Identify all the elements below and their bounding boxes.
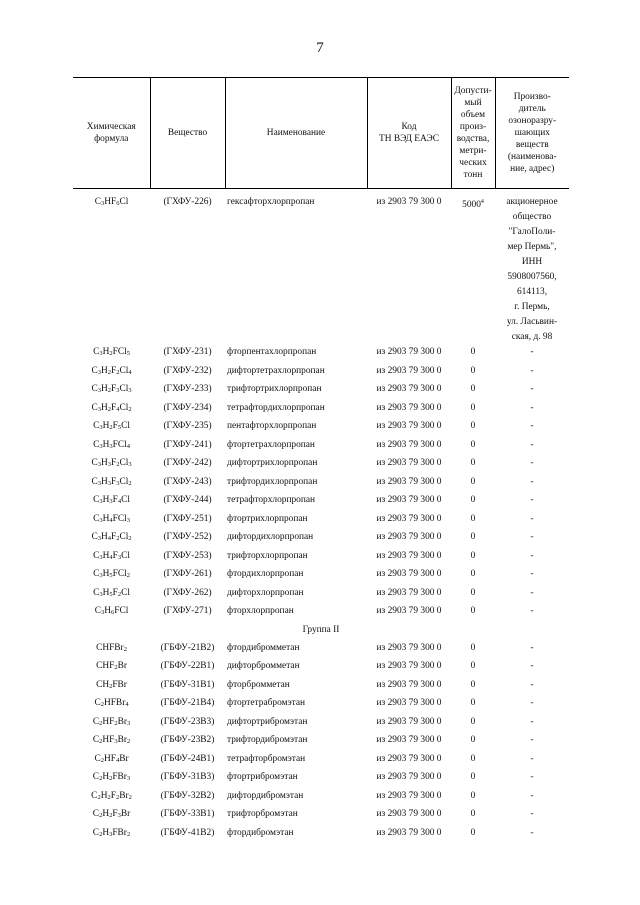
- formula-cell: $C_3H_5FCl_2$: [93, 569, 130, 579]
- name-cell: дифтортрихлорпропан: [227, 458, 318, 468]
- producer-cell: -: [530, 606, 534, 616]
- volume-cell: 0: [470, 606, 476, 616]
- formula-cell: $C_3H_4F_2Cl_2$: [91, 532, 132, 542]
- code-cell: из 2903 79 300 0: [376, 661, 442, 671]
- code-cell: из 2903 79 300 0: [376, 365, 442, 376]
- producer-cell: -: [530, 698, 534, 708]
- volume-cell: 0: [470, 458, 476, 468]
- formula-cell: $C_3H_3FCl_4$: [93, 439, 130, 450]
- substance-cell: (ГБФУ-21В2): [160, 642, 215, 653]
- page-number: 7: [316, 40, 324, 56]
- producer-cell: -: [530, 716, 534, 727]
- producer-cell: -: [530, 790, 534, 801]
- substance-cell: (ГБФУ-31В1): [160, 679, 215, 690]
- volume-cell: 0: [470, 790, 476, 801]
- producer-cell: -: [530, 476, 534, 487]
- group-title: Группа II: [302, 624, 340, 635]
- name-cell: дифтортетрахлорпропан: [227, 365, 325, 376]
- substance-cell: (ГХФУ-271): [163, 606, 212, 616]
- formula-cell: $C_3HF_6Cl$: [94, 197, 129, 207]
- table-row: [73, 604, 569, 623]
- formula-cell: $CH_2FBr$: [96, 679, 127, 690]
- table-row: [73, 419, 569, 438]
- group-2-heading: [73, 623, 569, 641]
- name-cell: фторбромметан: [227, 679, 290, 690]
- formula-cell: $CHF_2Br$: [96, 661, 127, 671]
- substance-cell: (ГХФУ-243): [163, 476, 212, 487]
- producer-cell: -: [530, 439, 534, 450]
- producer-cell: -: [530, 772, 534, 782]
- producer-cell: -: [530, 569, 534, 579]
- table-row: [73, 456, 569, 475]
- table-row: [73, 189, 569, 346]
- name-cell: трифтордибромэтан: [227, 735, 308, 745]
- volume-cell: 5000$^4$: [462, 199, 484, 211]
- group-title-row: [73, 623, 569, 641]
- name-cell: тетрафторхлорпропан: [227, 495, 316, 505]
- name-cell: фтордибромметан: [227, 642, 300, 653]
- producer-cell: -: [530, 402, 534, 413]
- table-row: [73, 789, 569, 808]
- table-row: [73, 401, 569, 420]
- substance-cell: (ГХФУ-226): [163, 197, 212, 207]
- code-cell: из 2903 79 300 0: [376, 347, 442, 357]
- substance-cell: (ГХФУ-241): [163, 439, 212, 450]
- formula-cell: $C_2HF_2Br_3$: [92, 716, 131, 727]
- header-substance: Вещество: [150, 78, 225, 189]
- substance-cell: (ГБФУ-22В1): [160, 661, 215, 671]
- name-cell: трифтордихлорпропан: [227, 476, 318, 487]
- group-1-rows: [73, 345, 569, 623]
- code-cell: из 2903 79 300 0: [376, 772, 442, 782]
- producer-cell: -: [530, 495, 534, 505]
- substance-cell: (ГХФУ-262): [163, 587, 212, 598]
- code-cell: из 2903 79 300 0: [376, 513, 442, 524]
- header-volume: Допусти- мый объем произ- водства, метри- ческих тонн: [451, 78, 495, 189]
- name-cell: фтортетрабромэтан: [227, 698, 306, 708]
- code-cell: из 2903 79 300 0: [376, 716, 442, 727]
- name-cell: фтортрихлорпропан: [227, 513, 308, 524]
- table-row: [73, 715, 569, 734]
- name-cell: дифтортрибромэтан: [227, 716, 308, 727]
- substance-cell: (ГБФУ-31В3): [160, 772, 215, 782]
- name-cell: пентафторхлорпропан: [227, 421, 317, 431]
- code-cell: из 2903 79 300 0: [376, 606, 442, 616]
- formula-cell: $C_3H_2F_5Cl$: [93, 421, 130, 431]
- table-row: [73, 475, 569, 494]
- formula-cell: $C_3H_2F_2Cl_4$: [91, 365, 132, 376]
- substance-cell: (ГХФУ-231): [163, 347, 212, 357]
- formula-cell: $C_3H_5F_2Cl$: [93, 587, 130, 598]
- substance-cell: (ГХФУ-233): [163, 384, 212, 394]
- name-cell: фтортрибромэтан: [227, 772, 298, 782]
- volume-cell: 0: [470, 513, 476, 524]
- name-cell: фторпентахлорпропан: [227, 347, 317, 357]
- volume-cell: 0: [470, 642, 476, 653]
- code-cell: из 2903 79 300 0: [376, 569, 442, 579]
- substance-cell: (ГХФУ-261): [163, 569, 212, 579]
- formula-cell: $C_3H_3F_2Cl_3$: [91, 458, 132, 468]
- code-cell: из 2903 79 300 0: [376, 197, 442, 207]
- volume-cell: 0: [470, 679, 476, 690]
- code-cell: из 2903 79 300 0: [376, 679, 442, 690]
- name-cell: фтордибромэтан: [227, 827, 294, 838]
- substance-cell: (ГБФУ-23В3): [160, 716, 215, 727]
- volume-cell: 0: [470, 753, 476, 764]
- producer-cell: -: [530, 421, 534, 431]
- formula-cell: $C_2HFBr_4$: [94, 698, 129, 708]
- volume-cell: 0: [470, 476, 476, 487]
- substance-cell: (ГБФУ-41В2): [160, 827, 215, 838]
- formula-cell: $C_3H_3F_3Cl_2$: [91, 476, 132, 487]
- table-row: [73, 364, 569, 383]
- formula-cell: $C_3H_6FCl$: [94, 606, 129, 616]
- name-cell: дифторхлорпропан: [227, 587, 304, 598]
- substance-cell: (ГХФУ-232): [163, 365, 212, 376]
- formula-cell: $C_3H_4F_3Cl$: [93, 550, 130, 561]
- producer-cell: -: [530, 532, 534, 542]
- producer-cell: акционерное общество "ГалоПоли- мер Пермь", ИНН 5908007560, 614113, г. Пермь, ул. Ласьвин- ская, д. 98: [506, 197, 558, 342]
- header-name: Наименование: [225, 78, 367, 189]
- volume-cell: 0: [470, 384, 476, 394]
- table-row: [73, 733, 569, 752]
- table-row: [73, 345, 569, 364]
- code-cell: из 2903 79 300 0: [376, 827, 442, 838]
- formula-cell: $C_3H_3F_4Cl$: [93, 495, 130, 505]
- producer-cell: -: [530, 365, 534, 376]
- table-row: [73, 752, 569, 771]
- code-cell: из 2903 79 300 0: [376, 550, 442, 561]
- code-cell: из 2903 79 300 0: [376, 790, 442, 801]
- producer-cell: -: [530, 679, 534, 690]
- table-row: [73, 586, 569, 605]
- name-cell: трифтортрихлорпропан: [227, 384, 322, 394]
- volume-cell: 0: [470, 421, 476, 431]
- code-cell: из 2903 79 300 0: [376, 735, 442, 745]
- substance-cell: (ГБФУ-33В1): [160, 809, 215, 819]
- name-cell: дифторбромметан: [227, 661, 300, 671]
- code-cell: из 2903 79 300 0: [376, 495, 442, 505]
- producer-cell: -: [530, 384, 534, 394]
- table-row: [73, 493, 569, 512]
- volume-cell: 0: [470, 661, 476, 671]
- code-cell: из 2903 79 300 0: [376, 458, 442, 468]
- substance-cell: (ГБФУ-21В4): [160, 698, 215, 708]
- volume-cell: 0: [470, 587, 476, 598]
- formula-cell: $C_3H_2F_4Cl_2$: [91, 402, 132, 413]
- formula-cell: $C_2H_2F_3Br$: [92, 809, 131, 819]
- code-cell: из 2903 79 300 0: [376, 753, 442, 764]
- substance-cell: (ГХФУ-244): [163, 495, 212, 505]
- name-cell: фтордихлорпропан: [227, 569, 304, 579]
- table-row: [73, 512, 569, 531]
- substance-cell: (ГБФУ-32В2): [160, 790, 215, 801]
- table-row: [73, 696, 569, 715]
- volume-cell: 0: [470, 550, 476, 561]
- formula-cell: $C_3H_2F_3Cl_3$: [91, 384, 132, 394]
- table-row: [73, 567, 569, 586]
- name-cell: фторхлорпропан: [227, 606, 294, 616]
- name-cell: гексафторхлорпропан: [227, 197, 315, 207]
- formula-cell: CHFBr$_2$: [96, 642, 127, 653]
- substance-cell: (ГХФУ-242): [163, 458, 212, 468]
- table-row: [73, 438, 569, 457]
- volume-cell: 0: [470, 827, 476, 838]
- volume-cell: 0: [470, 809, 476, 819]
- name-cell: трифторхлорпропан: [227, 550, 308, 561]
- formula-cell: $C_3H_4FCl_3$: [93, 513, 130, 524]
- table-body: [73, 189, 569, 346]
- name-cell: дифтордихлорпропан: [227, 532, 314, 542]
- footnote-mark: 4: [480, 199, 484, 205]
- volume-cell: 0: [470, 698, 476, 708]
- substance-cell: (ГБФУ-24В1): [160, 753, 215, 764]
- code-cell: из 2903 79 300 0: [376, 476, 442, 487]
- volume-cell: 0: [470, 735, 476, 745]
- substance-cell: (ГХФУ-253): [163, 550, 212, 561]
- volume-cell: 0: [470, 716, 476, 727]
- volume-cell: 0: [470, 569, 476, 579]
- code-cell: из 2903 79 300 0: [376, 384, 442, 394]
- producer-cell: -: [530, 642, 534, 653]
- header-code: Код ТН ВЭД ЕАЭС: [367, 78, 451, 189]
- producer-cell: -: [530, 347, 534, 357]
- code-cell: из 2903 79 300 0: [376, 698, 442, 708]
- formula-cell: $C_2HF_3Br_2$: [92, 735, 131, 745]
- substance-cell: (ГХФУ-251): [163, 513, 212, 524]
- producer-cell: -: [530, 735, 534, 745]
- producer-cell: -: [530, 513, 534, 524]
- formula-cell: $C_2H_3FBr_2$: [92, 827, 131, 838]
- volume-cell: 0: [470, 439, 476, 450]
- volume-cell: 0: [470, 495, 476, 505]
- producer-cell: -: [530, 661, 534, 671]
- volume-cell: 0: [470, 772, 476, 782]
- substance-cell: (ГБФУ-23В2): [160, 735, 215, 745]
- producer-cell: -: [530, 550, 534, 561]
- group-2-rows: [73, 641, 569, 845]
- header-formula: Химическая формула: [73, 78, 150, 189]
- table-row: [73, 770, 569, 789]
- formula-cell: $C_3H_2FCl_5$: [93, 347, 130, 357]
- volume-cell: 0: [470, 347, 476, 357]
- substance-cell: (ГХФУ-234): [163, 402, 212, 413]
- table-row: [73, 530, 569, 549]
- header-producer: Произво- дитель озоноразру- шающих веществ (наименова- ние, адрес): [495, 78, 569, 189]
- table-row: [73, 678, 569, 697]
- producer-cell: -: [530, 753, 534, 764]
- name-cell: фтортетрахлорпропан: [227, 439, 315, 450]
- volume-cell: 0: [470, 532, 476, 542]
- table-row: [73, 641, 569, 660]
- volume-cell: 0: [470, 365, 476, 376]
- code-cell: из 2903 79 300 0: [376, 421, 442, 431]
- producer-cell: -: [530, 827, 534, 838]
- table-row: [73, 826, 569, 845]
- name-cell: дифтордибромэтан: [227, 790, 304, 801]
- code-cell: из 2903 79 300 0: [376, 809, 442, 819]
- formula-cell: $C_2H_2FBr_3$: [92, 772, 131, 782]
- volume-cell: 0: [470, 402, 476, 413]
- code-cell: из 2903 79 300 0: [376, 587, 442, 598]
- code-cell: из 2903 79 300 0: [376, 439, 442, 450]
- code-cell: из 2903 79 300 0: [376, 532, 442, 542]
- table-row: [73, 659, 569, 678]
- producer-cell: -: [530, 587, 534, 598]
- name-cell: трифторбромэтан: [227, 809, 298, 819]
- code-cell: из 2903 79 300 0: [376, 642, 442, 653]
- table-row: [73, 382, 569, 401]
- substance-cell: (ГХФУ-235): [163, 421, 212, 431]
- formula-cell: $C_2HF_4Br$: [94, 753, 129, 764]
- substance-cell: (ГХФУ-252): [163, 532, 212, 542]
- table-row: [73, 549, 569, 568]
- substances-table: [73, 77, 569, 844]
- name-cell: тетрафтордихлорпропан: [227, 402, 325, 413]
- producer-cell: -: [530, 458, 534, 468]
- name-cell: тетрафторбромэтан: [227, 753, 306, 764]
- formula-cell: $C_2H_2F_2Br_2$: [91, 790, 132, 801]
- producer-cell: -: [530, 809, 534, 819]
- table-header: [73, 78, 569, 189]
- code-cell: из 2903 79 300 0: [376, 402, 442, 413]
- table-row: [73, 807, 569, 826]
